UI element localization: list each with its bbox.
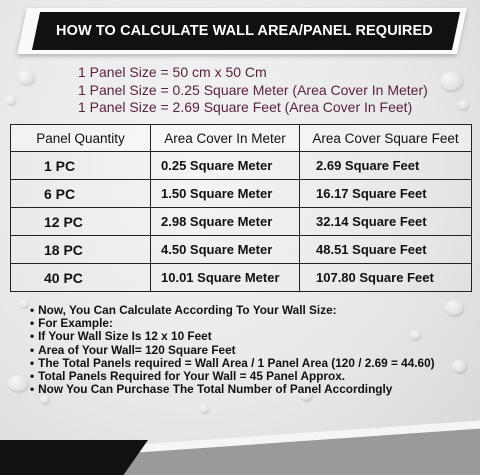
table-row (11, 180, 472, 208)
table-row (11, 208, 472, 236)
note-item: • Now You Can Purchase The Total Number of Panel Accordingly (30, 383, 435, 396)
panel-area-table (10, 124, 472, 292)
note-item: • Area of Your Wall= 120 Square Feet (30, 344, 435, 357)
note-item: • The Total Panels required = Wall Area / 1 Panel Area (120 / 2.69 = 44.60) (30, 357, 435, 370)
table-cell: 16.17 Square Feet (300, 180, 472, 208)
spec-line: 1 Panel Size = 50 cm x 50 Cm (78, 64, 267, 80)
spec-line: 1 Panel Size = 0.25 Square Meter (Area Cover In Meter) (78, 81, 428, 98)
bottom-decoration (0, 400, 480, 475)
table-row (11, 152, 472, 180)
note-item: • For Example: (30, 317, 435, 330)
table-cell: 32.14 Square Feet (300, 208, 472, 236)
note-item: • Total Panels Required for Your Wall = 45 Panel Approx. (30, 370, 435, 383)
table-cell: 4.50 Square Meter (151, 236, 300, 264)
table-header-row (11, 125, 472, 152)
note-item: • Now, You Can Calculate According To Your Wall Size: (30, 304, 435, 317)
table-cell: 2.98 Square Meter (151, 208, 300, 236)
column-header: Panel Quantity (11, 125, 151, 152)
table-cell: 1 PC (11, 152, 151, 180)
table-cell: 107.80 Square Feet (300, 264, 472, 292)
table-cell: 2.69 Square Feet (300, 152, 472, 180)
page-title: HOW TO CALCULATE WALL AREA/PANEL REQUIRED (56, 23, 433, 39)
calculation-notes (30, 304, 435, 396)
table-cell: 18 PC (11, 236, 151, 264)
table-cell: 48.51 Square Feet (300, 236, 472, 264)
table-cell: 40 PC (11, 264, 151, 292)
note-item: • If Your Wall Size Is 12 x 10 Feet (30, 330, 435, 343)
table-cell: 12 PC (11, 208, 151, 236)
column-header: Area Cover Square Feet (300, 125, 472, 152)
table-cell: 6 PC (11, 180, 151, 208)
header-banner (0, 0, 480, 62)
table-cell: 0.25 Square Meter (151, 152, 300, 180)
column-header: Area Cover In Meter (151, 125, 300, 152)
spec-line: 1 Panel Size = 2.69 Square Feet (Area Cover In Feet) (78, 99, 413, 115)
table-cell: 10.01 Square Meter (151, 264, 300, 292)
panel-size-specs (78, 64, 428, 117)
table-row (11, 236, 472, 264)
table-row (11, 264, 472, 292)
table-cell: 1.50 Square Meter (151, 180, 300, 208)
